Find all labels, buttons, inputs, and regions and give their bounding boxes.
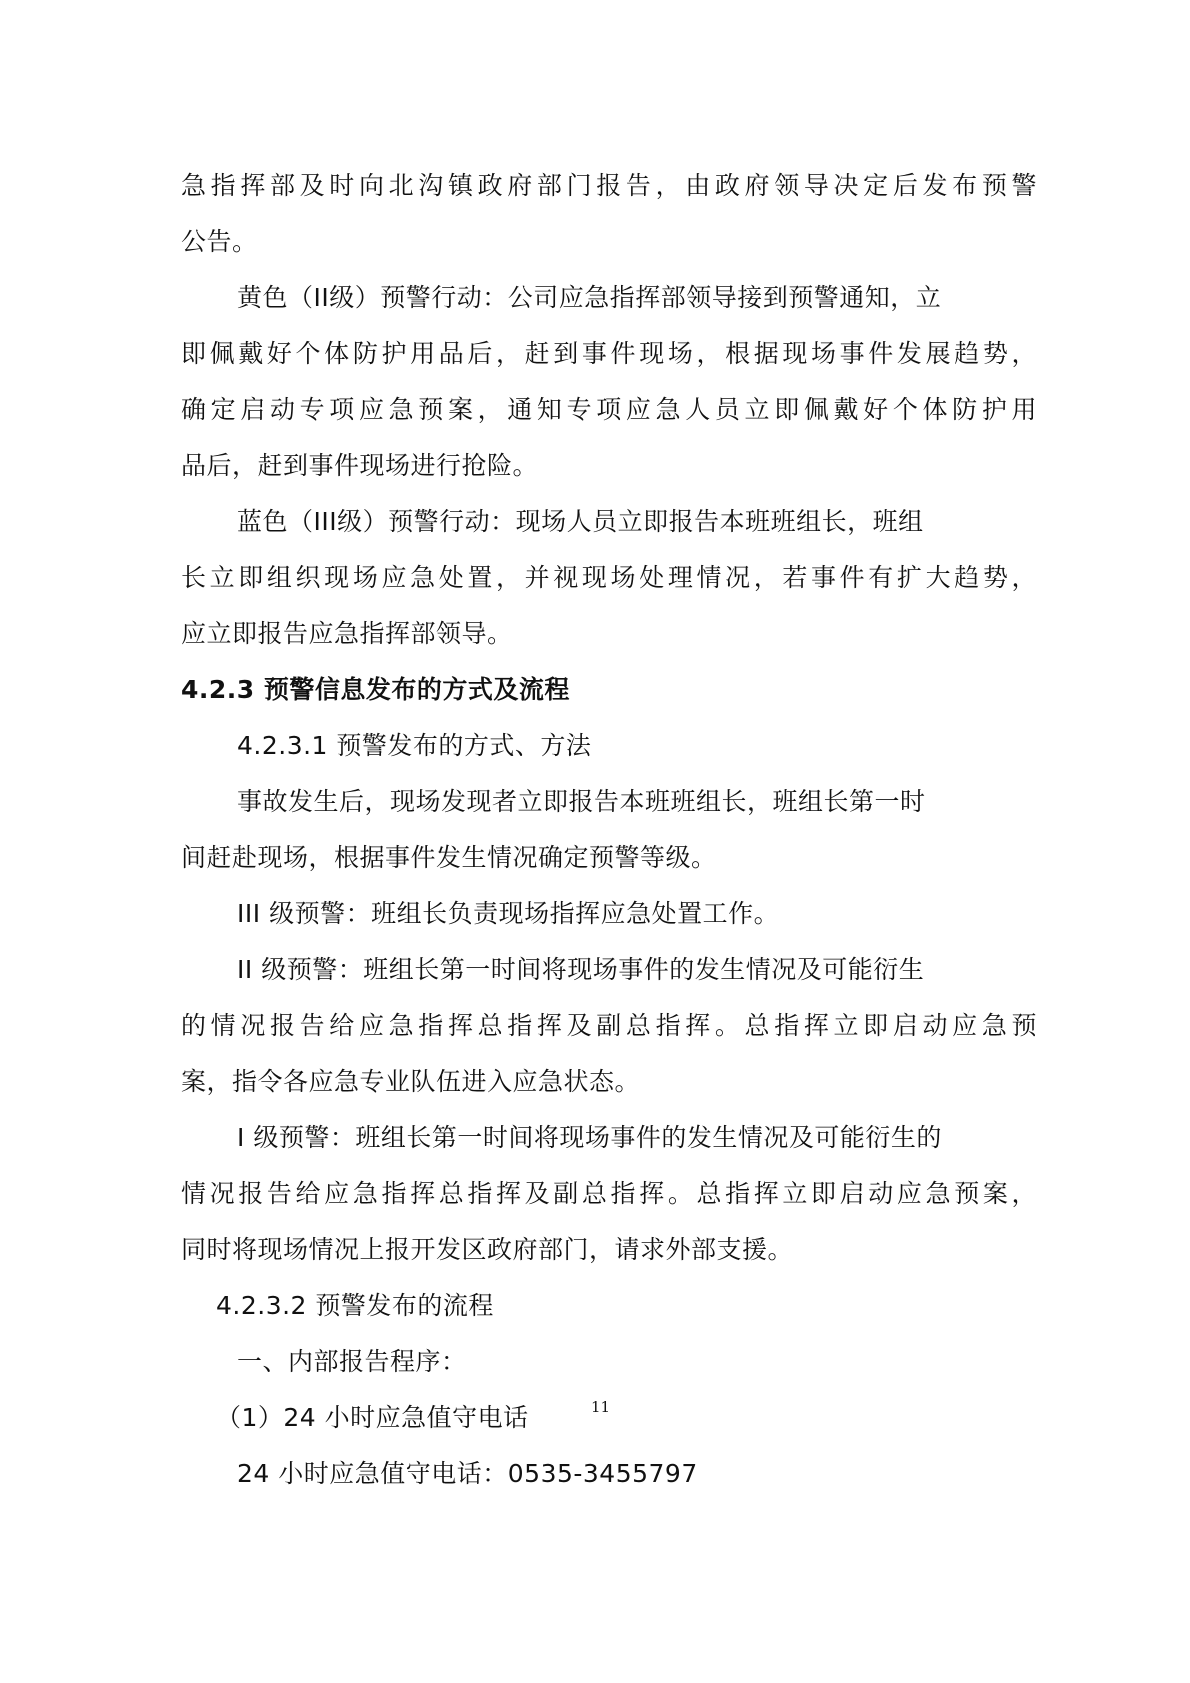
text-line: 情况报告给应急指挥总指挥及副总指挥。总指挥立即启动应急预案， <box>181 1179 1037 1208</box>
text-line: 长立即组织现场应急处置，并视现场处理情况，若事件有扩大趋势， <box>181 563 1037 592</box>
text-line: 案，指令各应急专业队伍进入应急状态。 <box>181 1067 641 1096</box>
text-line: 确定启动专项应急预案，通知专项应急人员立即佩戴好个体防护用 <box>181 395 1037 424</box>
text-line: III 级预警：班组长负责现场指挥应急处置工作。 <box>237 899 780 928</box>
text-line: 即佩戴好个体防护用品后，赶到事件现场，根据现场事件发展趋势， <box>181 339 1037 368</box>
text-line: 同时将现场情况上报开发区政府部门，请求外部支援。 <box>181 1235 794 1264</box>
text-line: I 级预警：班组长第一时间将现场事件的发生情况及可能衍生的 <box>237 1123 942 1152</box>
text-line: 事故发生后，现场发现者立即报告本班班组长，班组长第一时 <box>237 787 926 816</box>
text-line: 24 小时应急值守电话：0535-3455797 <box>237 1459 698 1488</box>
text-line: 一、内部报告程序： <box>237 1347 467 1376</box>
text-line: 4.2.3.1 预警发布的方式、方法 <box>237 731 592 760</box>
text-line: II 级预警：班组长第一时间将现场事件的发生情况及可能衍生 <box>237 955 925 984</box>
page-number: 11 <box>591 1398 611 1416</box>
text-line: 黄色（II级）预警行动：公司应急指挥部领导接到预警通知，立 <box>237 283 942 312</box>
text-line: 的情况报告给应急指挥总指挥及副总指挥。总指挥立即启动应急预 <box>181 1011 1037 1040</box>
text-line: 蓝色（III级）预警行动：现场人员立即报告本班班组长，班组 <box>237 507 924 536</box>
text-line: 4.2.3.2 预警发布的流程 <box>216 1291 494 1320</box>
text-line: （1）24 小时应急值守电话 <box>216 1403 529 1432</box>
text-line: 公告。 <box>181 227 258 256</box>
text-line: 应立即报告应急指挥部领导。 <box>181 619 513 648</box>
text-line: 急指挥部及时向北沟镇政府部门报告，由政府领导决定后发布预警 <box>181 171 1037 200</box>
text-line: 间赶赴现场，根据事件发生情况确定预警等级。 <box>181 843 717 872</box>
section-heading: 4.2.3 预警信息发布的方式及流程 <box>181 675 570 704</box>
text-line: 品后，赶到事件现场进行抢险。 <box>181 451 539 480</box>
